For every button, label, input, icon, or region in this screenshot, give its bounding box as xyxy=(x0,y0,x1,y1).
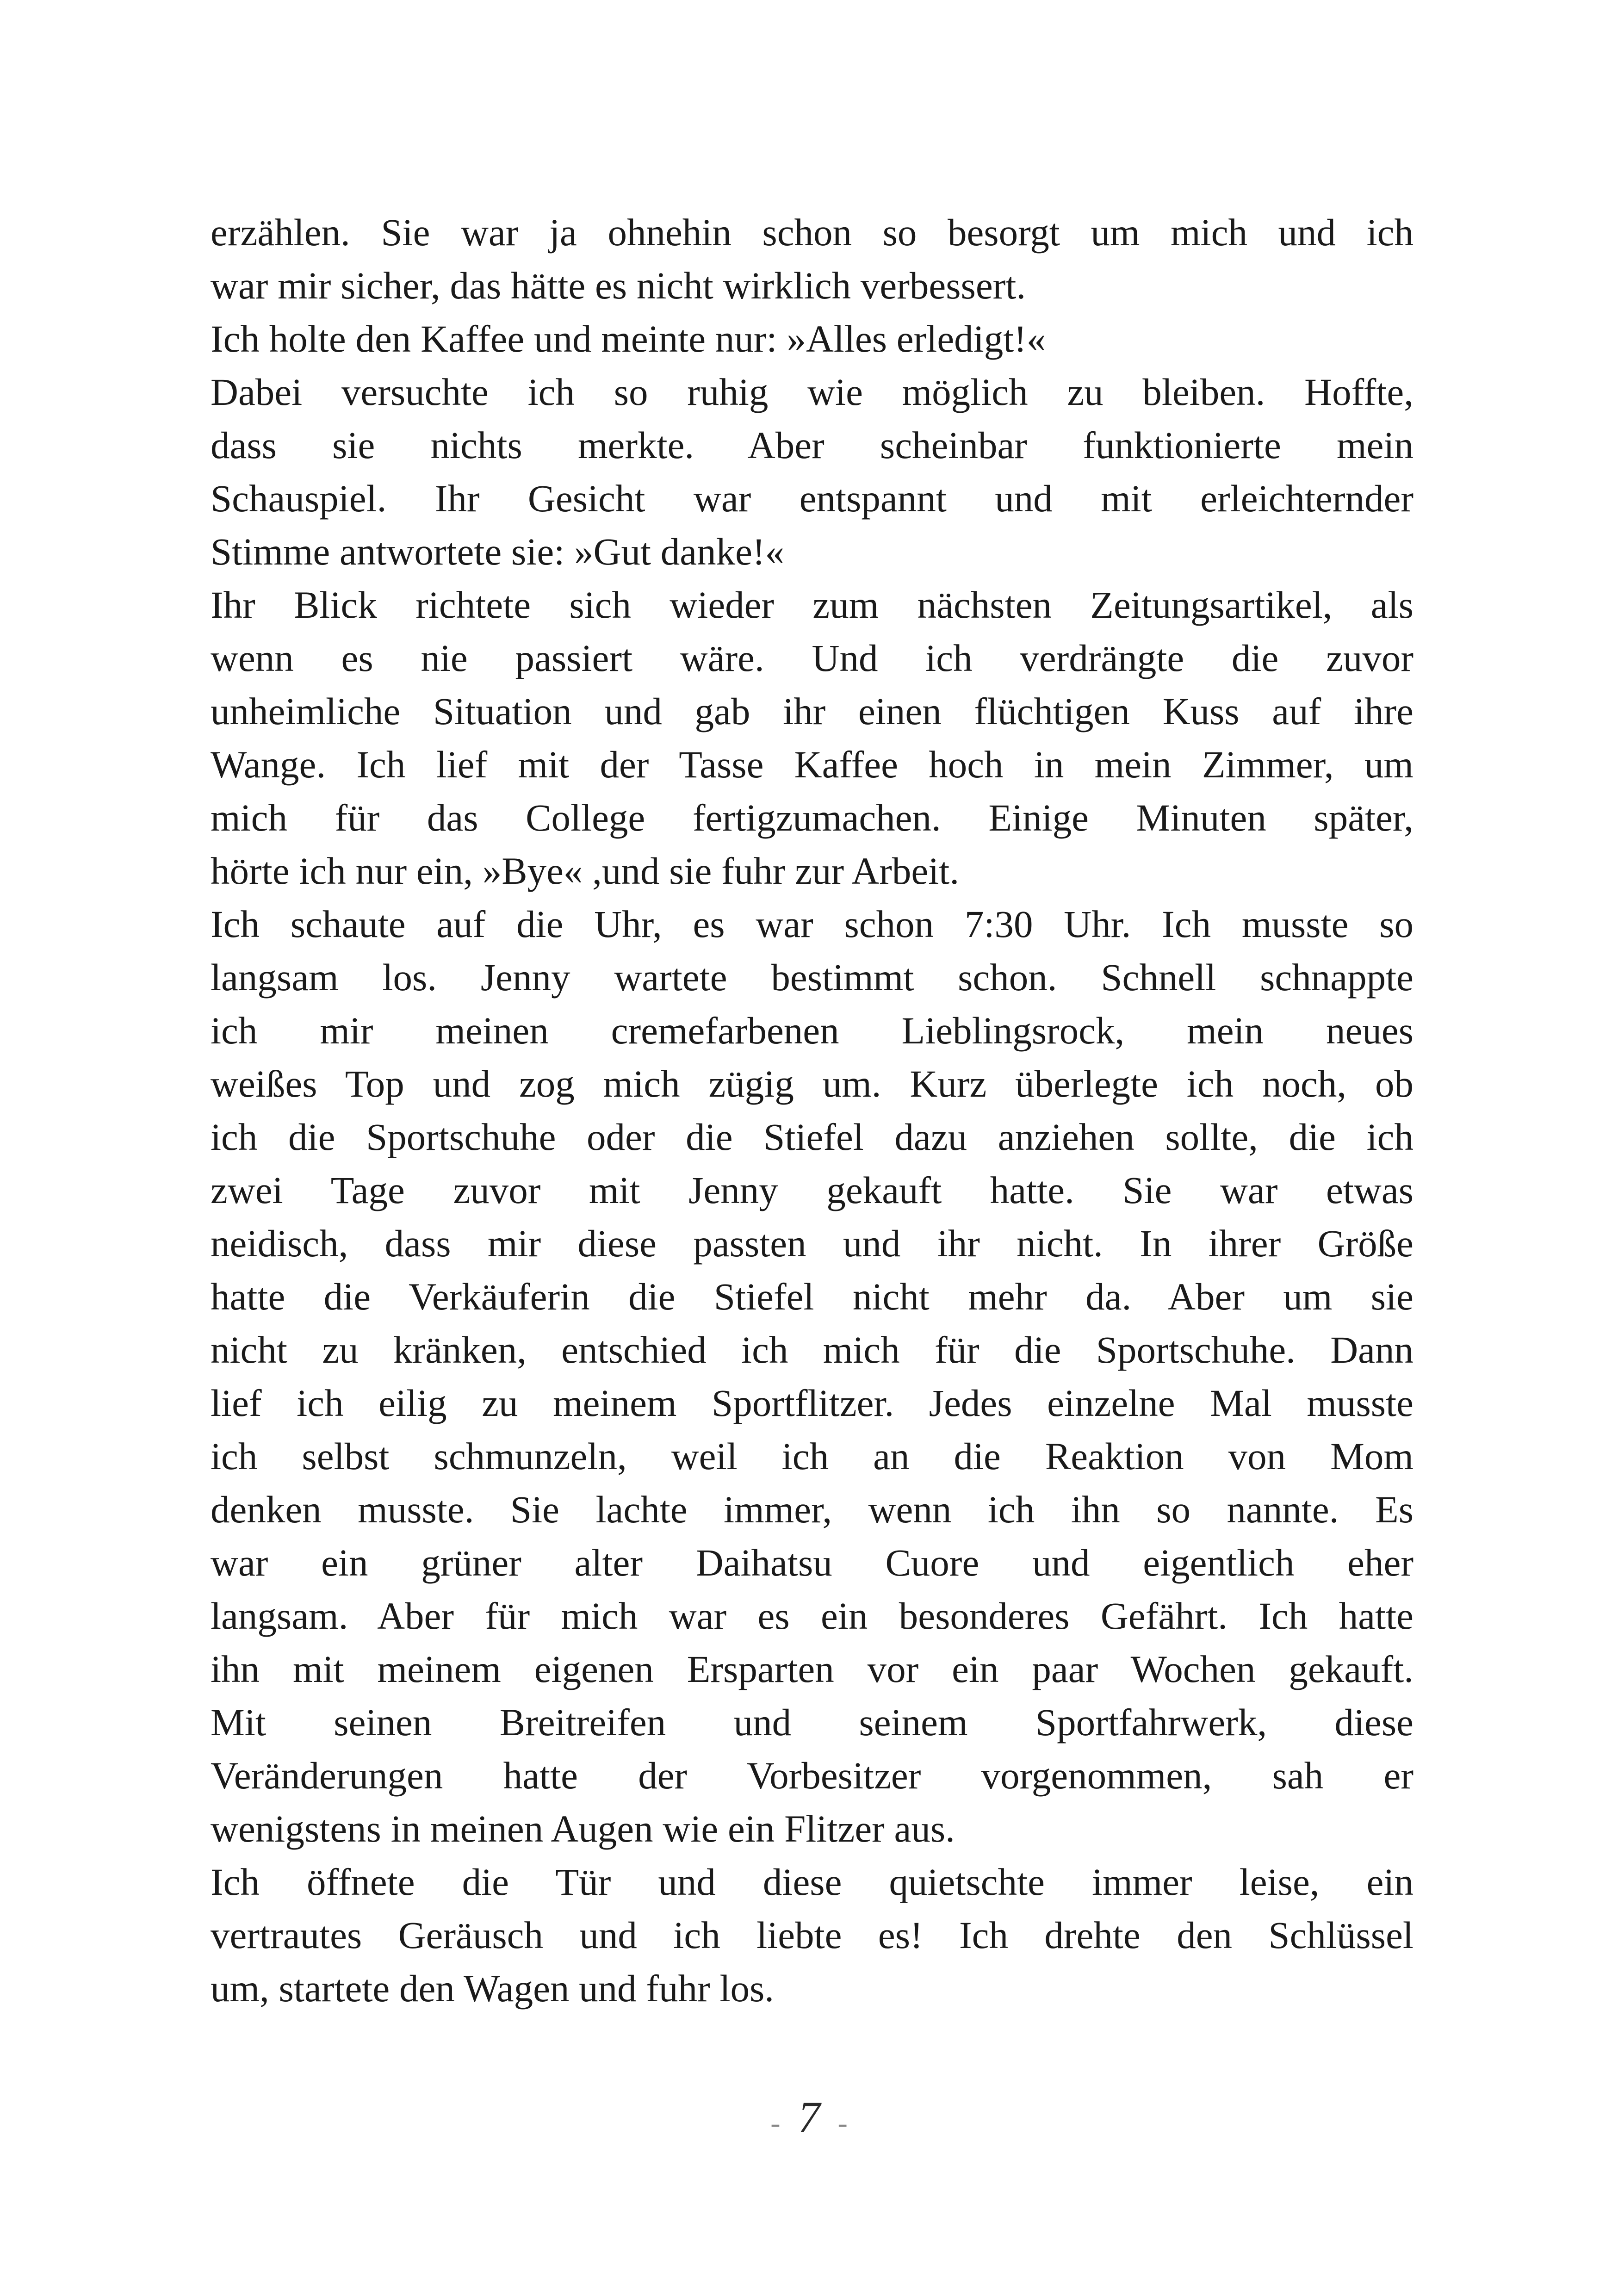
text-line: war ein grüner alter Daihatsu Cuore und eigentlich eher xyxy=(211,1541,1413,1584)
page-number-left-dash: - xyxy=(770,2106,781,2139)
text-line: ich mir meinen cremefarbenen Lieblingsrock, mein neues xyxy=(211,1009,1413,1052)
text-line: dass sie nichts merkte. Aber scheinbar funktionierte mein xyxy=(211,424,1413,466)
text-line: Ihr Blick richtete sich wieder zum nächsten Zeitungsartikel, als xyxy=(211,583,1413,626)
text-line: langsam los. Jenny wartete bestimmt schon. Schnell schnappte xyxy=(211,956,1413,999)
text-line: zwei Tage zuvor mit Jenny gekauft hatte. Sie war etwas xyxy=(211,1169,1413,1211)
page-number xyxy=(0,2091,1618,2143)
text-line: weißes Top und zog mich zügig um. Kurz überlegte ich noch, ob xyxy=(211,1062,1413,1105)
text-line: ihn mit meinem eigenen Ersparten vor ein paar Wochen gekauft. xyxy=(211,1648,1413,1690)
page-number-right-dash: - xyxy=(837,2106,848,2139)
text-line: vertrautes Geräusch und ich liebte es! Ich drehte den Schlüssel xyxy=(211,1914,1413,1956)
text-line: unheimliche Situation und gab ihr einen flüchtigen Kuss auf ihre xyxy=(211,690,1413,732)
body-text xyxy=(211,206,1413,2015)
text-line: Ich holte den Kaffee und meinte nur: »Alles erledigt!« xyxy=(211,317,1046,360)
text-line: Schauspiel. Ihr Gesicht war entspannt und mit erleichternder xyxy=(211,477,1413,520)
text-line: ich selbst schmunzeln, weil ich an die Reaktion von Mom xyxy=(211,1435,1413,1477)
text-line: mich für das College fertigzumachen. Einige Minuten später, xyxy=(211,796,1413,839)
text-line: langsam. Aber für mich war es ein besonderes Gefährt. Ich hatte xyxy=(211,1595,1413,1637)
text-line: Mit seinen Breitreifen und seinem Sportfahrwerk, diese xyxy=(211,1701,1413,1744)
text-line: Wange. Ich lief mit der Tasse Kaffee hoch in mein Zimmer, um xyxy=(211,743,1413,786)
text-line: war mir sicher, das hätte es nicht wirklich verbessert. xyxy=(211,264,1026,307)
text-line: denken musste. Sie lachte immer, wenn ich ihn so nannte. Es xyxy=(211,1488,1413,1531)
text-line: neidisch, dass mir diese passten und ihr nicht. In ihrer Größe xyxy=(211,1222,1413,1265)
text-line: nicht zu kränken, entschied ich mich für die Sportschuhe. Dann xyxy=(211,1328,1413,1371)
text-line: ich die Sportschuhe oder die Stiefel dazu anziehen sollte, die ich xyxy=(211,1116,1413,1158)
text-line: hörte ich nur ein, »Bye« ,und sie fuhr zur Arbeit. xyxy=(211,850,960,892)
text-line: Stimme antwortete sie: »Gut danke!« xyxy=(211,530,785,573)
text-line: Veränderungen hatte der Vorbesitzer vorgenommen, sah er xyxy=(211,1754,1413,1797)
text-line: lief ich eilig zu meinem Sportflitzer. Jedes einzelne Mal musste xyxy=(211,1382,1413,1424)
text-line: Ich öffnete die Tür und diese quietschte immer leise, ein xyxy=(211,1861,1413,1903)
text-line: hatte die Verkäuferin die Stiefel nicht mehr da. Aber um sie xyxy=(211,1275,1413,1318)
page-number-value: 7 xyxy=(798,2092,820,2142)
text-line: um, startete den Wagen und fuhr los. xyxy=(211,1967,775,2010)
text-line: Dabei versuchte ich so ruhig wie möglich zu bleiben. Hoffte, xyxy=(211,371,1413,413)
text-line: wenn es nie passiert wäre. Und ich verdrängte die zuvor xyxy=(211,637,1413,679)
text-line: Ich schaute auf die Uhr, es war schon 7:30 Uhr. Ich musste so xyxy=(211,903,1413,945)
text-line: erzählen. Sie war ja ohnehin schon so besorgt um mich und ich xyxy=(211,211,1413,254)
text-line: wenigstens in meinen Augen wie ein Flitzer aus. xyxy=(211,1807,955,1850)
